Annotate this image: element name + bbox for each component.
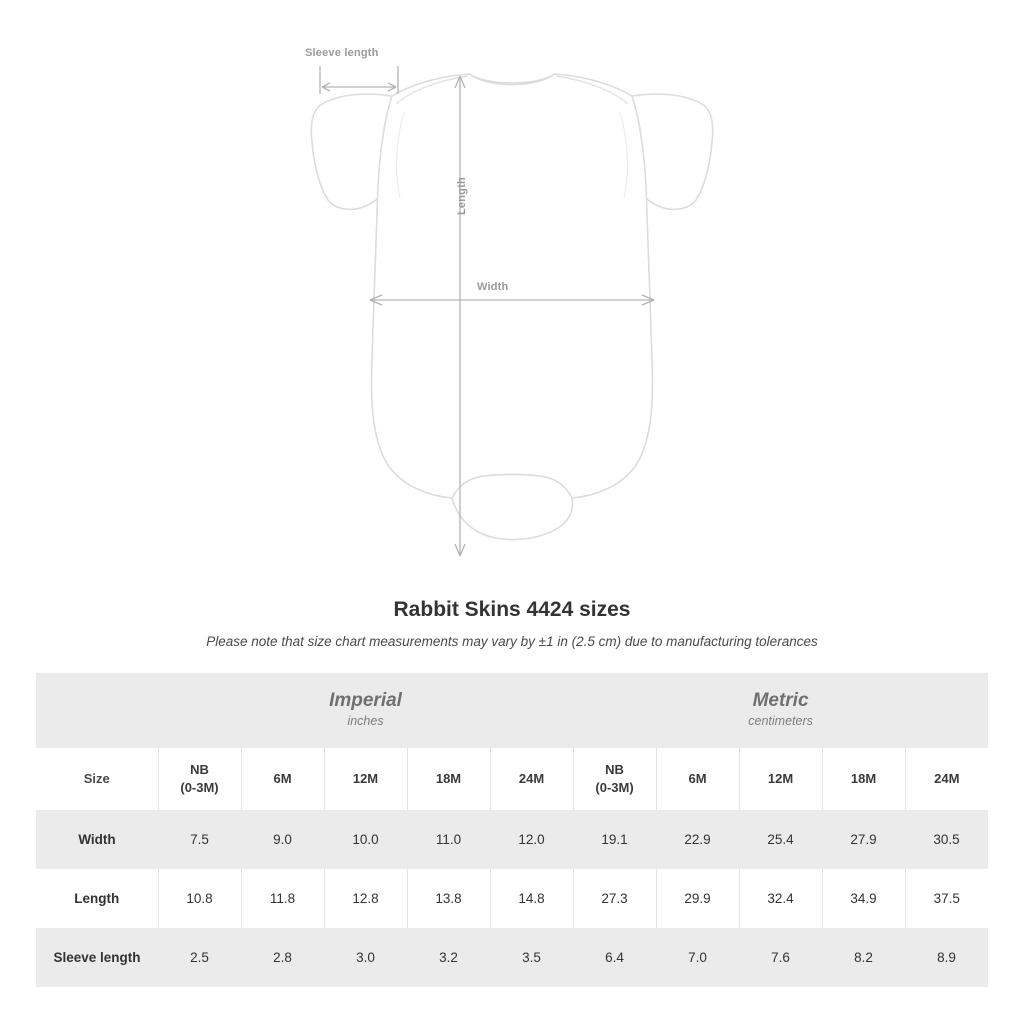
column-header-18m-imperial: 18M bbox=[407, 748, 490, 810]
cell-length-24m-cm: 37.5 bbox=[905, 869, 988, 928]
cell-length-nb-cm: 27.3 bbox=[573, 869, 656, 928]
cell-width-6m-in: 9.0 bbox=[241, 810, 324, 869]
cell-width-18m-cm: 27.9 bbox=[822, 810, 905, 869]
size-chart-table-container bbox=[36, 673, 988, 987]
cell-width-12m-in: 10.0 bbox=[324, 810, 407, 869]
cell-width-12m-cm: 25.4 bbox=[739, 810, 822, 869]
row-label-sleeve-length: Sleeve length bbox=[36, 928, 158, 987]
column-header-6m-metric: 6M bbox=[656, 748, 739, 810]
title-block bbox=[0, 598, 1024, 649]
column-header-nb-metric bbox=[573, 748, 656, 810]
table-row bbox=[36, 810, 988, 869]
cell-sleeve-nb-in: 2.5 bbox=[158, 928, 241, 987]
measurement-tolerance-note: Please note that size chart measurements may vary by ±1 in (2.5 cm) due to manufacturing tolerances bbox=[206, 634, 818, 649]
size-header-row bbox=[36, 748, 988, 810]
cell-width-24m-cm: 30.5 bbox=[905, 810, 988, 869]
cell-sleeve-18m-cm: 8.2 bbox=[822, 928, 905, 987]
cell-length-18m-in: 13.8 bbox=[407, 869, 490, 928]
unit-group-imperial-name: Imperial bbox=[329, 689, 402, 711]
unit-group-row bbox=[36, 673, 988, 748]
cell-sleeve-12m-cm: 7.6 bbox=[739, 928, 822, 987]
cell-sleeve-6m-in: 2.8 bbox=[241, 928, 324, 987]
column-header-line1: NB bbox=[605, 762, 624, 778]
unit-group-metric-name: Metric bbox=[752, 689, 809, 711]
cell-sleeve-24m-cm: 8.9 bbox=[905, 928, 988, 987]
cell-length-nb-in: 10.8 bbox=[158, 869, 241, 928]
width-dimension-label: Width bbox=[477, 281, 509, 293]
unit-group-imperial bbox=[158, 673, 573, 748]
column-header-12m-imperial: 12M bbox=[324, 748, 407, 810]
column-header-24m-imperial: 24M bbox=[490, 748, 573, 810]
cell-length-12m-in: 12.8 bbox=[324, 869, 407, 928]
cell-width-24m-in: 12.0 bbox=[490, 810, 573, 869]
cell-sleeve-12m-in: 3.0 bbox=[324, 928, 407, 987]
table-row bbox=[36, 928, 988, 987]
cell-length-6m-in: 11.8 bbox=[241, 869, 324, 928]
column-header-nb-imperial bbox=[158, 748, 241, 810]
cell-sleeve-24m-in: 3.5 bbox=[490, 928, 573, 987]
cell-length-6m-cm: 29.9 bbox=[656, 869, 739, 928]
column-header-6m-imperial: 6M bbox=[241, 748, 324, 810]
cell-sleeve-6m-cm: 7.0 bbox=[656, 928, 739, 987]
page-title: Rabbit Skins 4424 sizes bbox=[393, 598, 631, 621]
cell-sleeve-18m-in: 3.2 bbox=[407, 928, 490, 987]
column-header-24m-metric: 24M bbox=[905, 748, 988, 810]
unit-group-imperial-sub: inches bbox=[347, 714, 384, 729]
table-row bbox=[36, 869, 988, 928]
cell-sleeve-nb-cm: 6.4 bbox=[573, 928, 656, 987]
cell-width-6m-cm: 22.9 bbox=[656, 810, 739, 869]
column-header-12m-metric: 12M bbox=[739, 748, 822, 810]
cell-width-18m-in: 11.0 bbox=[407, 810, 490, 869]
table-corner-label: Size bbox=[36, 748, 158, 810]
cell-width-nb-cm: 19.1 bbox=[573, 810, 656, 869]
column-header-18m-metric: 18M bbox=[822, 748, 905, 810]
size-chart-table bbox=[36, 673, 988, 987]
column-header-line2: (0-3M) bbox=[180, 780, 219, 795]
cell-length-12m-cm: 32.4 bbox=[739, 869, 822, 928]
length-dimension-label: Length bbox=[456, 177, 468, 215]
column-header-line1: NB bbox=[190, 762, 209, 778]
row-label-length: Length bbox=[36, 869, 158, 928]
cell-width-nb-in: 7.5 bbox=[158, 810, 241, 869]
unit-row-corner bbox=[36, 673, 158, 748]
sleeve-length-dimension-label: Sleeve length bbox=[305, 47, 379, 59]
cell-length-18m-cm: 34.9 bbox=[822, 869, 905, 928]
unit-group-metric bbox=[573, 673, 988, 748]
unit-group-metric-sub: centimeters bbox=[748, 714, 813, 729]
cell-length-24m-in: 14.8 bbox=[490, 869, 573, 928]
column-header-line2: (0-3M) bbox=[595, 780, 634, 795]
row-label-width: Width bbox=[36, 810, 158, 869]
